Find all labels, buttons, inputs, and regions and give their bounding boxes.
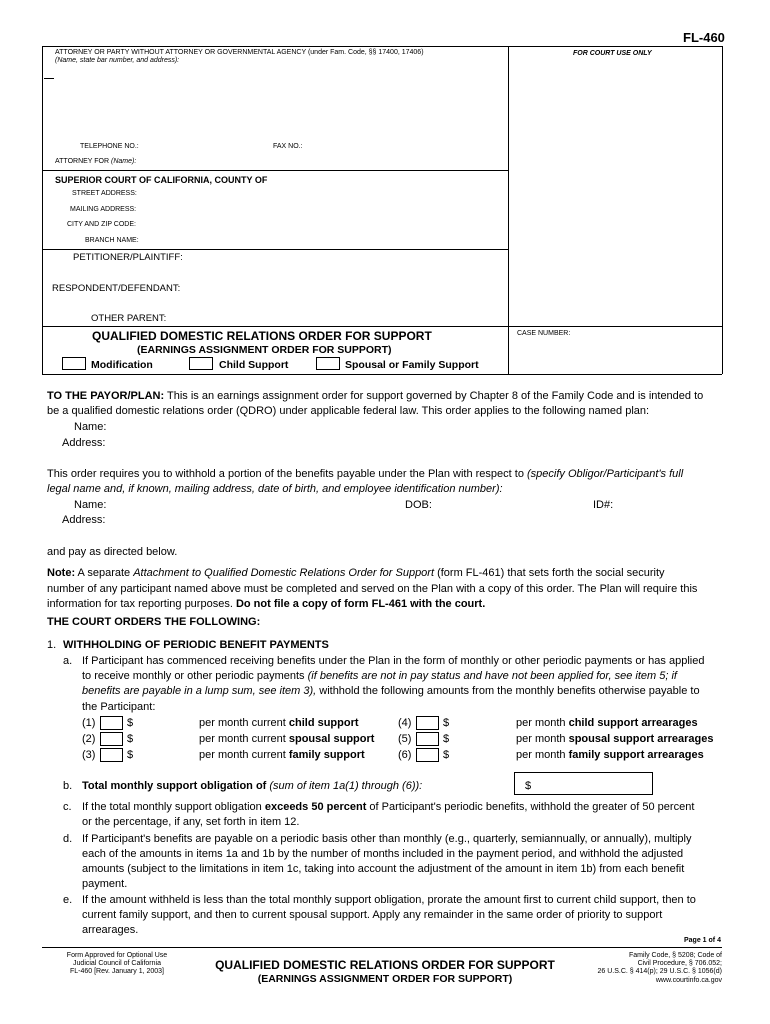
footer-title: QUALIFIED DOMESTIC RELATIONS ORDER FOR SUPPORT [215, 958, 555, 972]
item1d-line-3: amounts (subject to the limitations in item 1c, taking into account the adjustment of the amount in item 1b) from each benefit [82, 863, 685, 875]
payor-line-2: be a qualified domestic relations order (QDRO) under applicable federal law. This order applies to the following named plan: [47, 405, 650, 417]
form-title: QUALIFIED DOMESTIC RELATIONS ORDER FOR SUPPORT [92, 329, 432, 343]
row-number: (5) [398, 733, 412, 745]
obligor-address-label: Address: [62, 514, 106, 526]
dollar-sign: $ [443, 717, 450, 729]
item1a-label: a. [63, 655, 73, 667]
row-text: per month current child support [199, 717, 359, 729]
dollar-sign: $ [127, 717, 134, 729]
respondent-label: RESPONDENT/DEFENDANT: [52, 283, 181, 294]
note-line-1: Note: A separate Attachment to Qualified Domestic Relations Order for Support (form FL-461) that sets forth the social security [47, 567, 665, 579]
dollar-sign: $ [127, 733, 134, 745]
item1-number: 1. [47, 639, 57, 651]
court-use-label: FOR COURT USE ONLY [573, 50, 652, 57]
payor-line-1: TO THE PAYOR/PLAN: This is an earnings assignment order for support governed by Chapter 8 of the Family Code and is intended to [47, 390, 704, 402]
dollar-sign: $ [127, 749, 134, 761]
row-checkbox[interactable] [416, 716, 439, 730]
footer-right-4[interactable]: www.courtinfo.ca.gov [655, 977, 722, 984]
attorney-sublabel: (Name, state bar number, and address): [55, 57, 180, 64]
withhold-line-1: This order requires you to withhold a portion of the benefits payable under the Plan with respect to (specify Obligor/Participant's full [47, 468, 684, 480]
telephone-label: TELEPHONE NO.: [80, 143, 139, 150]
branch-name-label: BRANCH NAME: [85, 237, 139, 244]
row-number: (1) [82, 717, 96, 729]
item1e-label: e. [63, 894, 73, 906]
item1e-line-2: current family support, and then to current spousal support. Apply any remainder in the same order of priority to support [82, 909, 663, 921]
other-parent-label: OTHER PARENT: [91, 313, 167, 324]
attorney-label: ATTORNEY OR PARTY WITHOUT ATTORNEY OR GOVERNMENTAL AGENCY (under Fam. Code, §§ 17400, 17406) [55, 49, 424, 56]
attorney-for-label: ATTORNEY FOR (Name): [55, 158, 137, 165]
spousal-family-checkbox[interactable] [316, 357, 340, 370]
item1c-line-2: or the percentage, if any, set forth in item 12. [82, 816, 300, 828]
pay-directed: and pay as directed below. [47, 546, 178, 558]
item1b-label: b. [63, 780, 73, 792]
row-text: per month family support arrearages [516, 749, 704, 761]
row-number: (4) [398, 717, 412, 729]
row-checkbox[interactable] [100, 732, 123, 746]
item1d-line-2: each of the amounts in items 1a and 1b by the number of months included in the payment period, and withhold the adjusted [82, 848, 684, 860]
row-number: (3) [82, 749, 96, 761]
court-label: SUPERIOR COURT OF CALIFORNIA, COUNTY OF [55, 175, 268, 185]
page-number: Page 1 of 4 [684, 937, 721, 944]
footer-right-1: Family Code, § 5208; Code of [629, 952, 722, 959]
item1a-line-1: If Participant has commenced receiving benefits under the Plan in the form of monthly or other periodic payments or has applied [82, 655, 705, 667]
dollar-sign: $ [443, 733, 450, 745]
footer-right-3: 26 U.S.C. § 414(p); 29 U.S.C. § 1056(d) [597, 968, 722, 975]
total-dollar-sign: $ [525, 780, 532, 792]
item1d-label: d. [63, 833, 73, 845]
withhold-line-2: legal name and, if known, mailing address, date of birth, and employee identification number): [47, 483, 503, 495]
row-text: per month current family support [199, 749, 365, 761]
row-checkbox[interactable] [416, 732, 439, 746]
footer-subtitle: (EARNINGS ASSIGNMENT ORDER FOR SUPPORT) [257, 973, 513, 985]
id-label: ID#: [593, 499, 614, 511]
modification-checkbox[interactable] [62, 357, 86, 370]
form-subtitle: (EARNINGS ASSIGNMENT ORDER FOR SUPPORT) [137, 344, 392, 356]
dob-label: DOB: [405, 499, 432, 511]
footer-left-2: Judicial Council of California [73, 960, 161, 967]
footer-left-3: FL-460 [Rev. January 1, 2003] [69, 968, 165, 975]
dollar-sign: $ [443, 749, 450, 761]
form-number: FL-460 [683, 30, 725, 45]
footer-right-2: Civil Procedure, § 706.052; [637, 960, 722, 967]
item1e-line-3: arrearages. [82, 924, 139, 936]
plan-address-label: Address: [62, 437, 106, 449]
item1a-line-2: to receive monthly or other periodic payments (if benefits are not in pay status and have not been applied for, see item 5; if [82, 670, 677, 682]
mailing-address-label: MAILING ADDRESS: [70, 206, 137, 213]
note-line-2: number of any participant named above must be completed and served on the Plan with a copy of this order. The Plan will require this [47, 583, 698, 595]
child-support-label: Child Support [219, 359, 289, 371]
item1-title: WITHHOLDING OF PERIODIC BENEFIT PAYMENTS [63, 639, 329, 651]
item1a-line-3: benefits are payable in a lump sum, see item 3), withhold the following amounts from the monthly benefits otherwise payable to [82, 685, 700, 697]
fax-label: FAX NO.: [273, 143, 303, 150]
row-number: (6) [398, 749, 412, 761]
item1c-label: c. [63, 801, 72, 813]
row-text: per month child support arrearages [516, 717, 698, 729]
item1b-text: Total monthly support obligation of (sum of item 1a(1) through (6)): [82, 780, 423, 792]
obligor-name-label: Name: [74, 499, 107, 511]
item1d-line-4: payment. [82, 878, 128, 890]
child-support-checkbox[interactable] [189, 357, 213, 370]
footer-rule [42, 947, 722, 948]
row-checkbox[interactable] [100, 748, 123, 762]
row-checkbox[interactable] [416, 748, 439, 762]
petitioner-label: PETITIONER/PLAINTIFF: [73, 252, 183, 263]
spousal-family-label: Spousal or Family Support [345, 359, 479, 371]
street-address-label: STREET ADDRESS: [72, 190, 137, 197]
city-zip-label: CITY AND ZIP CODE: [67, 221, 136, 228]
case-number-label: CASE NUMBER: [517, 330, 571, 337]
row-text: per month spousal support arrearages [516, 733, 714, 745]
plan-name-label: Name: [74, 421, 107, 433]
row-text: per month current spousal support [199, 733, 375, 745]
item1e-line-1: If the amount withheld is less than the total monthly support obligation, prorate the amount first to current child support, then to [82, 894, 696, 906]
item1a-line-4: the Participant: [82, 701, 156, 713]
row-number: (2) [82, 733, 96, 745]
footer-left-1: Form Approved for Optional Use [66, 952, 168, 959]
item1d-line-1: If Participant's benefits are payable on a periodic basis other than monthly (e.g., quarterly, semiannually, or annually), multiply [82, 833, 692, 845]
item1c-line-1: If the total monthly support obligation exceeds 50 percent of Participant's periodic benefits, withhold the greater of 50 percent [82, 801, 695, 813]
row-checkbox[interactable] [100, 716, 123, 730]
total-obligation-field[interactable] [514, 772, 653, 795]
note-line-3: information for tax reporting purposes. Do not file a copy of form FL-461 with the court. [47, 598, 486, 610]
modification-label: Modification [91, 359, 153, 371]
court-orders-heading: THE COURT ORDERS THE FOLLOWING: [47, 616, 261, 628]
